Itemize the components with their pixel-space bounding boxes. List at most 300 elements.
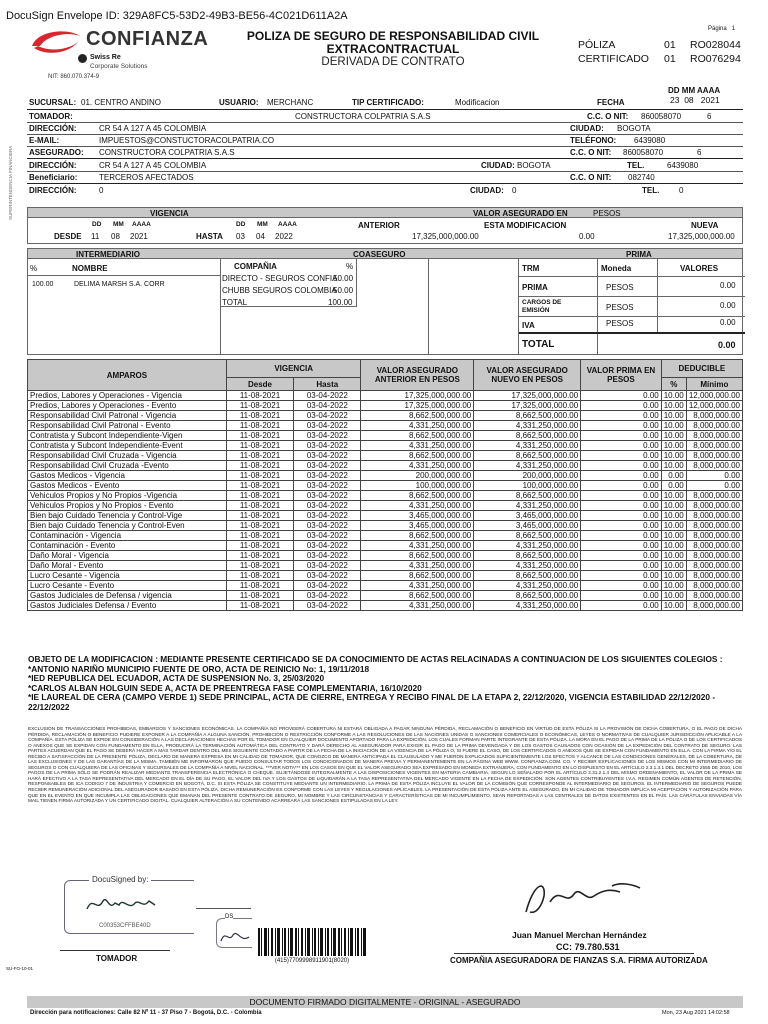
- docusigned-label: DocuSigned by:: [89, 875, 151, 884]
- amparo-nuevo: 4,331,250,000.00: [474, 541, 581, 551]
- page-label: Página: [708, 26, 727, 32]
- amparo-prima: 0.00: [581, 401, 662, 411]
- certificado-num: 01: [664, 53, 676, 65]
- amparo-deducible-pct: 10.00: [661, 411, 686, 421]
- hasta-mm-label: MM: [257, 221, 268, 228]
- amparo-deducible-pct: 10.00: [661, 451, 686, 461]
- table-row: [28, 411, 743, 421]
- amparo-nuevo: 8,662,500,000.00: [474, 551, 581, 561]
- amparo-name: Responsabilidad Civil Cruzada -Evento: [28, 461, 227, 471]
- company-signature-label: COMPAÑIA ASEGURADORA DE FIANZAS S.A. FIRMA AUTORIZADA: [450, 956, 708, 965]
- amparo-deducible-pct: 10.00: [661, 561, 686, 571]
- nueva-value: 17,325,000,000.00: [668, 232, 735, 241]
- envelope-id: DocuSign Envelope ID: 329A8FC5-53D2-49B3-BE56-4C021D611A2A: [6, 10, 348, 22]
- title-line-1: POLIZA DE SEGURO DE RESPONSABILIDAD CIVIL: [246, 29, 540, 43]
- table-row: [28, 471, 743, 481]
- amparo-name: Gastos Judiciales Defensa / Evento: [28, 601, 227, 611]
- table-row: [28, 451, 743, 461]
- amparo-deducible-pct: 10.00: [661, 521, 686, 531]
- cargos-row-valor: 0.00: [720, 301, 736, 310]
- amparo-hasta: 03-04-2022: [294, 401, 361, 411]
- amparo-deducible-pct: 10.00: [661, 431, 686, 441]
- prima-row-moneda: PESOS: [606, 283, 634, 292]
- amparo-desde: 11-08-2021: [226, 421, 293, 431]
- anterior-header: VALOR ASEGURADO ANTERIOR EN PESOS: [361, 360, 474, 391]
- amparo-deducible-minimo: 12,000,000.00: [686, 391, 742, 401]
- signature-connector: [196, 908, 251, 909]
- amparo-desde: 11-08-2021: [226, 461, 293, 471]
- confianza-logo: [28, 26, 228, 86]
- prima-row-label: PRIMA: [522, 283, 548, 292]
- amparos-table: [27, 359, 743, 611]
- amparo-prima: 0.00: [581, 421, 662, 431]
- asegurado-ciudad-label: CIUDAD:: [481, 161, 515, 170]
- amparo-anterior: 4,331,250,000.00: [361, 541, 474, 551]
- amparo-name: Contratista y Subcont Independiente-Vigen: [28, 431, 227, 441]
- hasta-label: HASTA: [196, 232, 223, 241]
- amparo-desde: 11-08-2021: [226, 581, 293, 591]
- partner-sub: Corporate Solutions: [90, 63, 148, 70]
- coaseguro-cia-1: DIRECTO - SEGUROS CONFIA: [222, 274, 338, 283]
- company-signature-icon: [516, 872, 666, 922]
- amparo-hasta: 03-04-2022: [294, 431, 361, 441]
- amparo-prima: 0.00: [581, 601, 662, 611]
- document-title: [228, 30, 558, 69]
- company-line: [454, 953, 694, 954]
- footer-band: DOCUMENTO FIRMADO DIGITALMENTE - ORIGINAL - ASEGURADO: [27, 996, 743, 1008]
- intermediario-coaseguro-prima: [27, 259, 743, 355]
- poliza-label: PÓLIZA: [578, 39, 616, 51]
- amparo-deducible-pct: 10.00: [661, 501, 686, 511]
- tomador-row: [27, 111, 743, 123]
- amparo-desde: 11-08-2021: [226, 591, 293, 601]
- amparo-deducible-pct: 0.00: [661, 481, 686, 491]
- amparo-nuevo: 4,331,250,000.00: [474, 561, 581, 571]
- amparo-name: Responsabilidad Civil Patronal - Evento: [28, 421, 227, 431]
- coaseguro-cia-2: CHUBB SEGUROS COLOMBIA: [222, 286, 337, 295]
- fecha-dd: 23: [670, 95, 680, 105]
- amparo-anterior: 8,662,500,000.00: [361, 431, 474, 441]
- amparo-name: Contaminación - Vigencia: [28, 531, 227, 541]
- nueva-label: NUEVA: [691, 221, 719, 230]
- amparo-desde: 11-08-2021: [226, 431, 293, 441]
- asegurado-row: [27, 147, 743, 159]
- amparo-hasta: 03-04-2022: [294, 601, 361, 611]
- amparo-anterior: 4,331,250,000.00: [361, 601, 474, 611]
- amparo-anterior: 17,325,000,000.00: [361, 391, 474, 401]
- tomador-dv: 6: [707, 112, 712, 121]
- vigencia-band: [27, 207, 743, 218]
- poliza-num: 01: [664, 39, 676, 51]
- amparo-deducible-minimo: 8,000,000.00: [686, 411, 742, 421]
- amparo-prima: 0.00: [581, 461, 662, 471]
- ds-label: DS: [225, 914, 234, 920]
- asegurado-nit-label: C.C. O NIT:: [570, 148, 612, 157]
- amparo-name: Vehiculos Propios y No Propios -Vigencia: [28, 491, 227, 501]
- table-row: [28, 521, 743, 531]
- amparo-anterior: 3,465,000,000.00: [361, 511, 474, 521]
- objeto-modificacion: [28, 655, 742, 713]
- signer-cc: CC: 79.780.531: [556, 942, 620, 952]
- asegurado-direccion-row: [27, 160, 743, 172]
- tomador-signature-icon: [83, 891, 163, 917]
- amparo-hasta: 03-04-2022: [294, 451, 361, 461]
- partner-name: Swiss Re: [90, 54, 121, 61]
- coaseguro-pct-label: %: [346, 262, 354, 271]
- amparo-prima: 0.00: [581, 391, 662, 401]
- amparo-desde: 11-08-2021: [226, 511, 293, 521]
- poliza-value: RO028044: [690, 39, 741, 51]
- amparo-anterior: 4,331,250,000.00: [361, 501, 474, 511]
- amparo-anterior: 4,331,250,000.00: [361, 421, 474, 431]
- vigencia-band-label: VIGENCIA: [150, 209, 189, 218]
- amparo-deducible-pct: 10.00: [661, 571, 686, 581]
- amparo-prima: 0.00: [581, 561, 662, 571]
- fecha-header: DD MM AAAA: [668, 86, 721, 95]
- amparo-anterior: 8,662,500,000.00: [361, 571, 474, 581]
- tomador-label: TOMADOR:: [29, 112, 73, 121]
- asegurado-label: ASEGURADO:: [29, 148, 84, 157]
- table-row: [28, 501, 743, 511]
- asegurado-nit: 860058070: [623, 148, 664, 157]
- hasta-aaaa-label: AAAA: [278, 221, 297, 228]
- amparo-deducible-minimo: 8,000,000.00: [686, 561, 742, 571]
- amparo-deducible-minimo: 8,000,000.00: [686, 501, 742, 511]
- amparo-prima: 0.00: [581, 501, 662, 511]
- amparo-desde: 11-08-2021: [226, 501, 293, 511]
- title-line-3: DERIVADA DE CONTRATO: [321, 56, 465, 68]
- table-row: [28, 591, 743, 601]
- beneficiario-direccion: 0: [99, 186, 104, 195]
- prima-total: 0.00: [718, 340, 736, 350]
- amparo-hasta: 03-04-2022: [294, 441, 361, 451]
- amparo-hasta: 03-04-2022: [294, 411, 361, 421]
- table-row: [28, 441, 743, 451]
- amparo-anterior: 8,662,500,000.00: [361, 531, 474, 541]
- amparo-name: Gastos Judiciales de Defensa / vigencia: [28, 591, 227, 601]
- amparo-prima: 0.00: [581, 581, 662, 591]
- docusign-box: [64, 875, 194, 934]
- intermediario-pct-label: %: [30, 264, 38, 273]
- amparo-anterior: 8,662,500,000.00: [361, 451, 474, 461]
- trm-label: TRM: [522, 264, 540, 273]
- amparo-anterior: 3,465,000,000.00: [361, 521, 474, 531]
- page-number: [708, 26, 735, 32]
- amparo-deducible-pct: 10.00: [661, 421, 686, 431]
- table-row: [28, 481, 743, 491]
- amparo-deducible-pct: 10.00: [661, 591, 686, 601]
- pct-header: %: [661, 378, 686, 391]
- tomador-email-row: [27, 135, 743, 147]
- amparo-prima: 0.00: [581, 541, 662, 551]
- amparo-anterior: 8,662,500,000.00: [361, 491, 474, 501]
- beneficiario-tel-label: TEL.: [642, 186, 660, 195]
- amparo-prima: 0.00: [581, 431, 662, 441]
- iva-row-label: IVA: [522, 321, 535, 330]
- amparo-name: Gastos Medicos - Vigencia: [28, 471, 227, 481]
- barcode-icon: [258, 928, 366, 956]
- modificacion-label: ESTA MODIFICACION: [484, 221, 567, 230]
- amparo-hasta: 03-04-2022: [294, 541, 361, 551]
- amparo-anterior: 4,331,250,000.00: [361, 461, 474, 471]
- table-row: [28, 531, 743, 541]
- company-nit: NIT: 860.070.374-9: [48, 74, 100, 80]
- tomador-email: IMPUESTOS@CONSTUCTORACOLPATRIA.CO: [99, 136, 275, 145]
- amparo-desde: 11-08-2021: [226, 451, 293, 461]
- table-row: [28, 561, 743, 571]
- sucursal-value: 01. CENTRO ANDINO: [81, 98, 162, 107]
- amparo-nuevo: 3,465,000,000.00: [474, 511, 581, 521]
- amparo-desde: 11-08-2021: [226, 401, 293, 411]
- amparo-nuevo: 4,331,250,000.00: [474, 421, 581, 431]
- amparo-desde: 11-08-2021: [226, 471, 293, 481]
- asegurado-name: CONSTRUCTORA COLPATRIA S.A.S: [99, 148, 235, 157]
- page-num: 1: [731, 26, 736, 32]
- amparo-hasta: 03-04-2022: [294, 501, 361, 511]
- amparo-deducible-minimo: 8,000,000.00: [686, 441, 742, 451]
- valor-asegurado-moneda: PESOS: [593, 209, 621, 218]
- anterior-label: ANTERIOR: [358, 221, 400, 230]
- tomador-telefono: 6439080: [634, 136, 666, 145]
- intermediario-nombre: DELIMA MARSH S.A. CORR: [74, 281, 165, 288]
- certificado-value: RO076294: [690, 53, 741, 65]
- amparo-hasta: 03-04-2022: [294, 551, 361, 561]
- footer-address: Dirección para notificaciones: Calle 82 Nº 11 - 37 Piso 7 - Bogotá, D.C. - Colombia: [30, 1010, 262, 1016]
- sucursal-row: [27, 96, 743, 110]
- amparo-anterior: 200,000,000.00: [361, 471, 474, 481]
- amparo-prima: 0.00: [581, 441, 662, 451]
- amparo-desde: 11-08-2021: [226, 531, 293, 541]
- coaseguro-cia-label: COMPAÑIA: [234, 262, 277, 271]
- tomador-name: CONSTRUCTORA COLPATRIA S.A.S: [295, 112, 431, 121]
- amparo-nuevo: 8,662,500,000.00: [474, 411, 581, 421]
- confianza-swoosh-icon: [28, 26, 84, 58]
- amparo-name: Bien bajo Cuidado Tenencia y Control-Vige: [28, 511, 227, 521]
- amparo-desde: 11-08-2021: [226, 551, 293, 561]
- amparo-nuevo: 8,662,500,000.00: [474, 571, 581, 581]
- amparo-prima: 0.00: [581, 471, 662, 481]
- amparo-deducible-minimo: 8,000,000.00: [686, 491, 742, 501]
- poliza-block: [578, 38, 741, 66]
- table-row: [28, 391, 743, 401]
- fecha-aaaa: 2021: [700, 95, 720, 105]
- asegurado-tel: 6439080: [667, 161, 699, 170]
- table-row: [28, 421, 743, 431]
- asegurado-ciudad: BOGOTA: [517, 161, 551, 170]
- amparo-nuevo: 4,331,250,000.00: [474, 581, 581, 591]
- tomador-nit: 860058070: [641, 112, 682, 121]
- amparo-deducible-minimo: 8,000,000.00: [686, 531, 742, 541]
- amparo-hasta: 03-04-2022: [294, 391, 361, 401]
- signer-name: Juan Manuel Merchan Hernández: [512, 930, 647, 940]
- amparo-prima: 0.00: [581, 451, 662, 461]
- amparo-prima: 0.00: [581, 481, 662, 491]
- asegurado-direccion-label: DIRECCIÓN:: [29, 161, 77, 170]
- amparo-deducible-minimo: 8,000,000.00: [686, 421, 742, 431]
- amparo-name: Responsabilidad Civil Patronal - Vigencia: [28, 411, 227, 421]
- amparo-nuevo: 17,325,000,000.00: [474, 391, 581, 401]
- amparo-prima: 0.00: [581, 591, 662, 601]
- amparo-anterior: 8,662,500,000.00: [361, 551, 474, 561]
- amparo-name: Contaminación - Evento: [28, 541, 227, 551]
- amparo-hasta: 03-04-2022: [294, 471, 361, 481]
- fecha-label: FECHA: [597, 98, 625, 107]
- amparo-deducible-minimo: 8,000,000.00: [686, 511, 742, 521]
- fecha-mm: 08: [684, 95, 694, 105]
- asegurado-direccion: CR 54 A 127 A 45 COLOMBIA: [99, 161, 207, 170]
- amparo-name: Vehiculos Propios y No Propios - Evento: [28, 501, 227, 511]
- coaseguro-pct-1: 50.00: [333, 274, 354, 283]
- table-row: [28, 401, 743, 411]
- table-row: [28, 461, 743, 471]
- amparo-nuevo: 4,331,250,000.00: [474, 601, 581, 611]
- tomador-nit-label: C.C. O NIT:: [587, 112, 629, 121]
- intermediario-pct: 100.00: [32, 281, 54, 288]
- table-row: [28, 541, 743, 551]
- coaseguro-pct-2: 50.00: [333, 286, 354, 295]
- amparo-hasta: 03-04-2022: [294, 511, 361, 521]
- table-row: [28, 491, 743, 501]
- prima-total-label: TOTAL: [522, 339, 555, 350]
- table-row: [28, 551, 743, 561]
- amparo-prima: 0.00: [581, 511, 662, 521]
- tomador-direccion: CR 54 A 127 A 45 COLOMBIA: [99, 124, 207, 133]
- amparo-name: Daño Moral - Vigencia: [28, 551, 227, 561]
- amparo-nuevo: 3,465,000,000.00: [474, 521, 581, 531]
- amparo-nuevo: 8,662,500,000.00: [474, 531, 581, 541]
- vigencia-header: VIGENCIA: [226, 360, 361, 378]
- hasta-header: Hasta: [294, 378, 361, 391]
- amparo-deducible-minimo: 0.00: [686, 481, 742, 491]
- amparo-deducible-pct: 10.00: [661, 491, 686, 501]
- coaseguro-label: COASEGURO: [353, 250, 406, 259]
- amparo-deducible-minimo: 8,000,000.00: [686, 521, 742, 531]
- iva-row-valor: 0.00: [720, 318, 736, 327]
- certificado-label: CERTIFICADO: [578, 53, 649, 65]
- amparo-hasta: 03-04-2022: [294, 581, 361, 591]
- table-row: [28, 571, 743, 581]
- ds-stamp: [216, 914, 252, 948]
- valor-asegurado-label: VALOR ASEGURADO EN: [473, 209, 568, 218]
- amparo-anterior: 8,662,500,000.00: [361, 591, 474, 601]
- coaseguro-total: 100.00: [328, 298, 353, 307]
- objeto-line-2: *ANTONIO NARIÑO MUNICIPIO FUENTE DE ORO, ACTA DE REINICIO No: 1, 19/11/2018: [28, 663, 370, 674]
- amparo-deducible-minimo: 0.00: [686, 471, 742, 481]
- amparo-deducible-minimo: 8,000,000.00: [686, 431, 742, 441]
- amparo-hasta: 03-04-2022: [294, 591, 361, 601]
- amparo-nuevo: 17,325,000,000.00: [474, 401, 581, 411]
- table-row: [28, 581, 743, 591]
- amparo-anterior: 17,325,000,000.00: [361, 401, 474, 411]
- amparo-anterior: 4,331,250,000.00: [361, 441, 474, 451]
- amparo-anterior: 8,662,500,000.00: [361, 411, 474, 421]
- amparo-deducible-pct: 0.00: [661, 471, 686, 481]
- amparo-deducible-minimo: 8,000,000.00: [686, 581, 742, 591]
- amparo-nuevo: 4,331,250,000.00: [474, 441, 581, 451]
- asegurado-dv: 6: [697, 148, 702, 157]
- amparo-deducible-pct: 10.00: [661, 441, 686, 451]
- amparo-hasta: 03-04-2022: [294, 521, 361, 531]
- desde-mm-label: MM: [113, 221, 124, 228]
- amparo-deducible-pct: 10.00: [661, 511, 686, 521]
- amparo-prima: 0.00: [581, 521, 662, 531]
- amparo-nuevo: 4,331,250,000.00: [474, 501, 581, 511]
- title-line-2: EXTRACONTRACTUAL: [326, 42, 460, 56]
- usuario-label: USUARIO:: [219, 98, 259, 107]
- amparo-hasta: 03-04-2022: [294, 461, 361, 471]
- intermediario-label: INTERMEDIARIO: [76, 250, 140, 259]
- ds-initials-icon: [219, 927, 251, 945]
- objeto-line-5: *IE LAUREAL DE CERA (CAMPO VERDE 1) SEDE PRINCIPAL, ACTA DE CIERRE, ENTREGA Y RECIBO FINAL DE LA ETAPA 2, 22/12/2020, VIGENCIA ESTABILIDAD 22/12/2020 - 22/12/2022: [28, 692, 716, 712]
- amparo-hasta: 03-04-2022: [294, 421, 361, 431]
- amparo-name: Responsabilidad Civil Cruzada - Vigencia: [28, 451, 227, 461]
- amparo-deducible-minimo: 12,000,000.00: [686, 401, 742, 411]
- amparo-nuevo: 100,000,000.00: [474, 481, 581, 491]
- sucursal-label: SUCURSAL:: [29, 98, 77, 107]
- usuario-value: MERCHANC: [267, 98, 314, 107]
- amparo-nuevo: 8,662,500,000.00: [474, 591, 581, 601]
- desde-label: DESDE: [54, 232, 82, 241]
- tomador-direccion-label: DIRECCIÓN:: [29, 124, 77, 133]
- amparo-prima: 0.00: [581, 491, 662, 501]
- amparo-deducible-pct: 10.00: [661, 551, 686, 561]
- amparo-nuevo: 8,662,500,000.00: [474, 451, 581, 461]
- amparo-desde: 11-08-2021: [226, 411, 293, 421]
- amparo-deducible-pct: 10.00: [661, 581, 686, 591]
- intermediario-nombre-label: NOMBRE: [72, 264, 108, 273]
- asegurado-tel-label: TEL.: [627, 161, 645, 170]
- amparo-prima: 0.00: [581, 571, 662, 581]
- amparo-hasta: 03-04-2022: [294, 491, 361, 501]
- nuevo-header: VALOR ASEGURADO NUEVO EN PESOS: [474, 360, 581, 391]
- objeto-line-4: *CARLOS ALBAN HOLGUIN SEDE A, ACTA DE PREENTREGA FASE COMPLEMENTARIA, 16/10/2020: [28, 682, 422, 693]
- amparo-deducible-minimo: 8,000,000.00: [686, 591, 742, 601]
- prima-label: PRIMA: [626, 250, 652, 259]
- desde-aaaa: 2021: [130, 232, 148, 241]
- valores-label: VALORES: [680, 264, 719, 273]
- docusign-id: C00353CFFBE40D: [99, 923, 151, 929]
- amparo-desde: 11-08-2021: [226, 491, 293, 501]
- anterior-value: 17,325,000,000.00: [412, 232, 479, 241]
- beneficiario-nit: 082740: [628, 173, 655, 182]
- iva-row-moneda: PESOS: [606, 319, 634, 328]
- tomador-sign-label: TOMADOR: [96, 954, 138, 963]
- form-code: SU-FO-10-01: [6, 966, 34, 971]
- amparo-name: Lucro Cesante - Vigencia: [28, 571, 227, 581]
- objeto-line-1: OBJETO DE LA MODIFICACION : MEDIANTE PRESENTE CERTIFICADO SE DA CONOCIMIENTO DE ACTAS RELACINADAS A CONTINUACION DE LOS SIGUIENTES COLEGIOS :: [28, 654, 723, 664]
- coaseguro-total-label: TOTAL: [222, 298, 248, 307]
- intermediario-band: [27, 248, 743, 259]
- table-row: [28, 511, 743, 521]
- amparo-deducible-pct: 10.00: [661, 461, 686, 471]
- amparo-deducible-pct: 10.00: [661, 541, 686, 551]
- amparo-name: Contratista y Subcont Independiente-Event: [28, 441, 227, 451]
- hasta-aaaa: 2022: [275, 232, 293, 241]
- amparo-prima: 0.00: [581, 551, 662, 561]
- beneficiario-name: TERCEROS AFECTADOS: [99, 173, 194, 182]
- amparo-hasta: 03-04-2022: [294, 571, 361, 581]
- beneficiario-tel: 0: [679, 186, 684, 195]
- amparo-anterior: 4,331,250,000.00: [361, 561, 474, 571]
- barcode: [258, 928, 366, 964]
- tomador-email-label: E-MAIL:: [29, 136, 60, 145]
- tomador-line: [60, 950, 170, 951]
- amparo-desde: 11-08-2021: [226, 441, 293, 451]
- amparo-name: Bien bajo Cuidado Tenencia y Control-Even: [28, 521, 227, 531]
- beneficiario-row: [27, 172, 743, 184]
- amparo-anterior: 4,331,250,000.00: [361, 581, 474, 591]
- tipo-certificado-value: Modificacion: [455, 98, 500, 107]
